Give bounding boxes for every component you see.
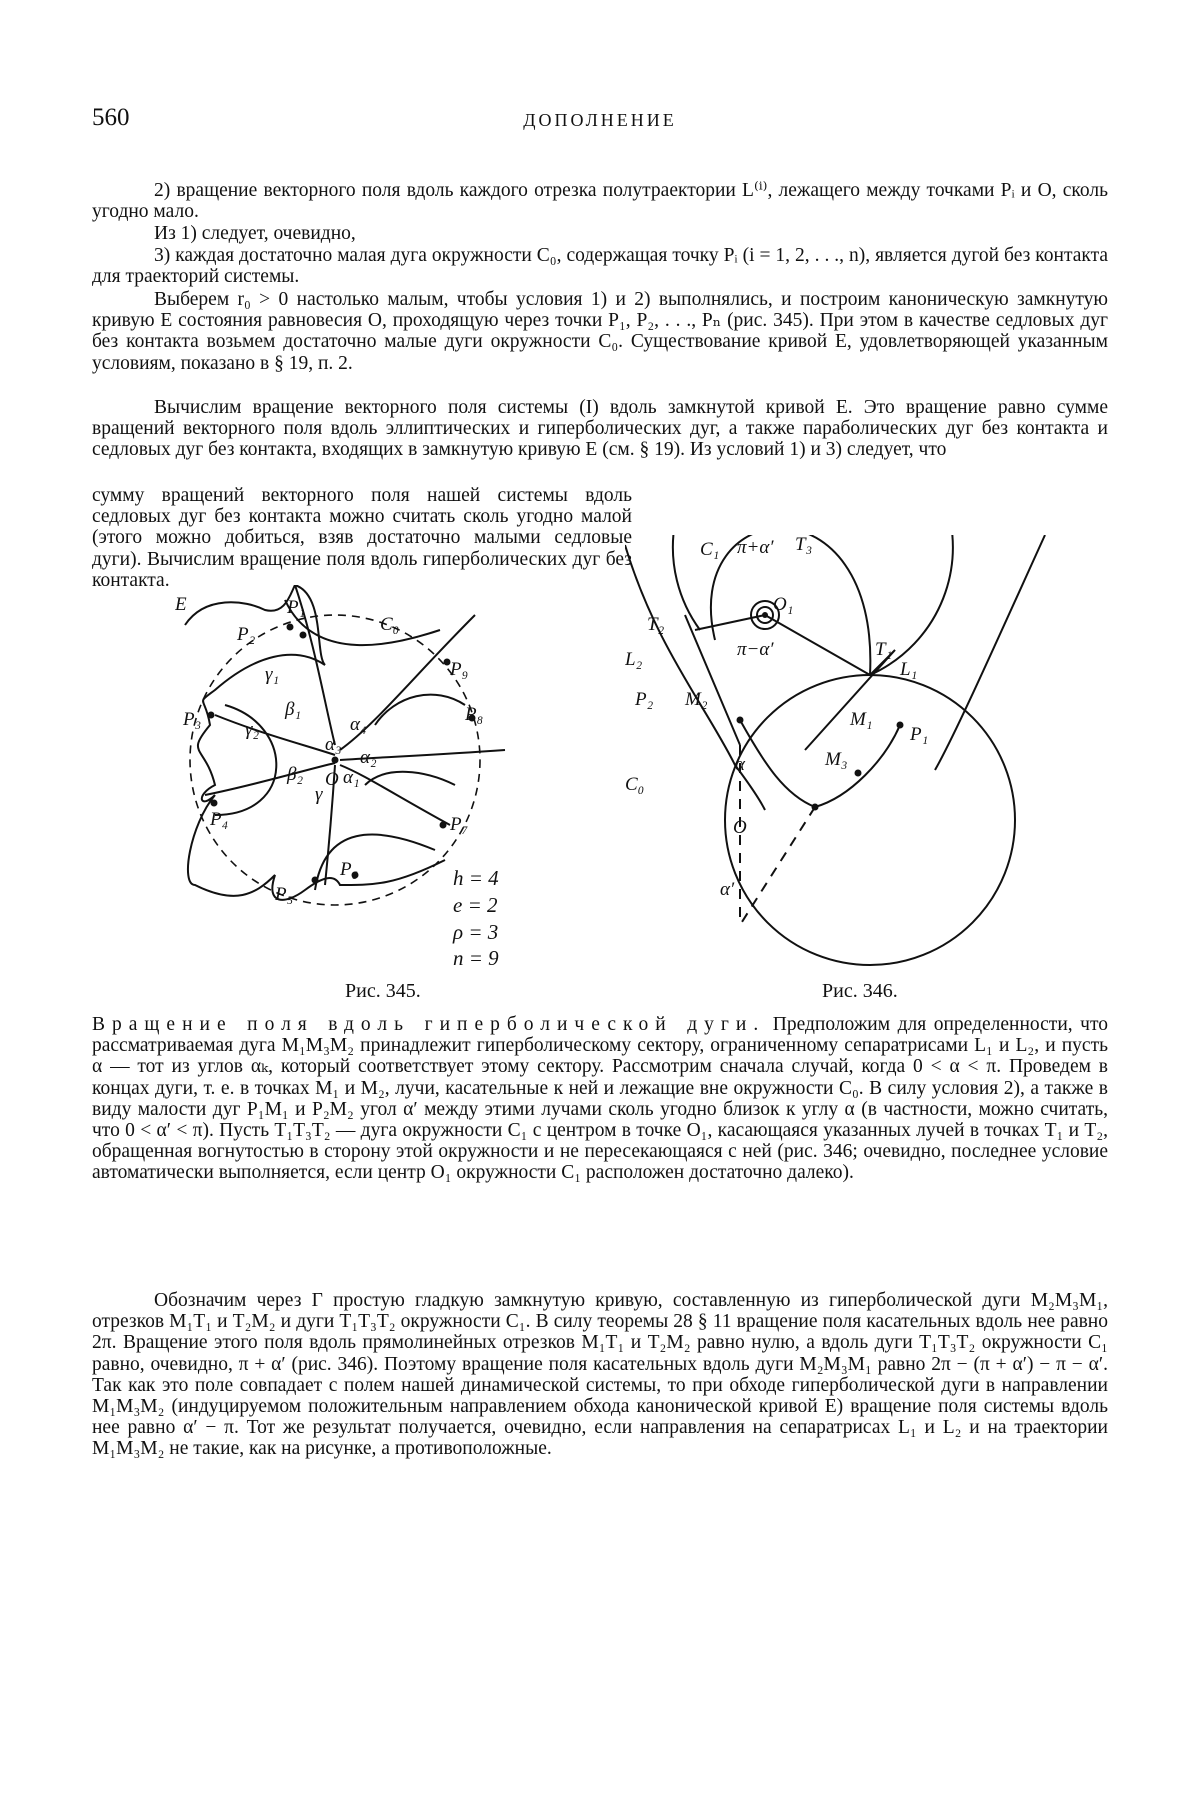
paragraph-6: сумму вращений векторного поля нашей системы вдоль седловых дуг без контакта можно считать сколь угодно малой (этого можно добиться, взяв достаточно малыми седловые дуги). Вычислим вращение поля вдоль гиперболических дуг без контакта. bbox=[92, 485, 632, 591]
label-p1: P₁ bbox=[287, 597, 306, 618]
paragraph-7-body: Предположим для определенности, что рассматриваемая дуга M₁M₃M₂ принадлежит гиперболическому сектору, ограниченному сепаратрисами L₁ и L₂, и пусть α — тот из углов αₖ, который соответствует этому сектору. Рассмотрим сначала случай, когда 0 < α < π. Проведем в концах дуги, т. е. в точках M₁ и M₂, лучи, касательные к ней и лежащие вне окружности C₀. В силу условия 2), а также в виду малости дуг P₁M₁ и P₂M₂ угол α′ между этими лучами сколь угодно близок к углу α (в частности, можно считать, что 0 < α′ < π). Пусть T₁T₃T₂ — дуга окружности C₁ с центром в точке O₁, касающаяся указанных лучей в точках T₁ и T₂, обращенная вогнутостью в сторону этой окружности и не пересекающаяся с ней (рис. 346; очевидно, последнее условие автоматически выполняется, если центр O₁ окружности C₁ расположен достаточно далеко). bbox=[92, 1014, 1108, 1184]
caption-fig-345: Рис. 345. bbox=[345, 980, 421, 1002]
label-gamma2: γ₂ bbox=[245, 719, 260, 740]
label-alpha1: α₁ bbox=[343, 767, 360, 788]
label-c1: C₁ bbox=[700, 539, 720, 560]
label-e: E bbox=[175, 594, 187, 615]
paragraph-7-lead: Вращение поля вдоль гиперболической дуги. bbox=[92, 1014, 766, 1035]
label-alpha: α bbox=[735, 754, 745, 775]
trajectory-4 bbox=[375, 695, 465, 725]
caption-fig-346: Рис. 346. bbox=[822, 980, 898, 1002]
label-l1: L₁ bbox=[900, 659, 918, 680]
label-o: O bbox=[733, 817, 747, 838]
param-n: n = 9 bbox=[453, 946, 499, 970]
label-alpha-prime: α′ bbox=[720, 879, 735, 900]
label-beta1: β₁ bbox=[285, 699, 302, 720]
label-t2: T₂ bbox=[647, 614, 665, 635]
label-p6: P₆ bbox=[340, 859, 359, 880]
label-p2: P₂ bbox=[635, 689, 654, 710]
label-t3: T₃ bbox=[795, 535, 813, 555]
label-m2: M₂ bbox=[685, 689, 708, 710]
label-c0: C₀ bbox=[380, 614, 400, 635]
label-p1: P₁ bbox=[910, 724, 929, 745]
label-o1: O₁ bbox=[773, 594, 794, 615]
paragraph-7 bbox=[92, 1014, 1108, 1184]
trajectory-3 bbox=[315, 835, 435, 890]
page-number: 560 bbox=[92, 104, 130, 131]
param-h: h = 4 bbox=[453, 866, 499, 890]
label-p5: P₅ bbox=[275, 884, 294, 905]
label-alpha3: α₃ bbox=[325, 734, 342, 755]
paragraph-2: Из 1) следует, очевидно, bbox=[154, 223, 356, 244]
paragraph-3: 3) каждая достаточно малая дуга окружности C₀, содержащая точку Pᵢ (i = 1, 2, . . ., n), является дугой без контакта для траекторий системы. bbox=[92, 245, 1108, 288]
label-p9: P₉ bbox=[450, 659, 469, 680]
paragraph-5: Вычислим вращение векторного поля системы (I) вдоль замкнутой кривой E. Это вращение равно сумме вращений векторного поля вдоль эллиптических и гиперболических дуг, а также параболических дуг без контакта и седловых дуг без контакта, входящих в замкнутую кривую E (см. § 19). Из условий 1) и 3) следует, что bbox=[92, 397, 1108, 461]
label-p3: P₃ bbox=[183, 709, 202, 730]
label-l2: L₂ bbox=[625, 649, 643, 670]
running-title: ДОПОЛНЕНИЕ bbox=[523, 110, 677, 130]
label-gamma: γ bbox=[315, 784, 323, 805]
page-header bbox=[92, 104, 1108, 144]
label-m1: M₁ bbox=[850, 709, 873, 730]
paragraph-4: Выберем r₀ > 0 настолько малым, чтобы условия 1) и 2) выполнялись, и построим каноническую замкнутую кривую E состояния равновесия O, проходящую через точки P₁, P₂, . . ., Pₙ (рис. 345). При этом в качестве седловых дуг без контакта возьмем достаточно малые дуги окружности C₀. Существование кривой E, удовлетворяющей указанным условиям, показано в § 19, п. 2. bbox=[92, 289, 1108, 374]
trajectory-5 bbox=[365, 772, 455, 785]
param-e: e = 2 bbox=[453, 893, 498, 917]
label-m3: M₃ bbox=[825, 749, 848, 770]
label-o: O bbox=[325, 769, 339, 790]
label-alpha4: α₄ bbox=[350, 714, 367, 735]
label-gamma1: γ₁ bbox=[265, 664, 280, 685]
trajectory-1 bbox=[285, 600, 440, 645]
dashed-v-right bbox=[740, 807, 815, 925]
figure-345 bbox=[175, 585, 605, 970]
paragraph-8: Обозначим через Γ простую гладкую замкнутую кривую, составленную из гиперболической дуги M₂M₃M₁, отрезков M₁T₁ и T₂M₂ и дуги T₁T₃T₂ окружности C₁. В силу теоремы 28 § 11 вращение поля касательных вдоль нее равно 2π. Вращение этого поля вдоль прямолинейных отрезков M₁T₁ и T₂M₂ равно нулю, а вдоль дуги T₁T₃T₂ окружности C₁ равно, очевидно, π + α′ (рис. 346). Поэтому вращение поля касательных вдоль дуги M₂M₃M₁ равно 2π − (π + α′) − π − α′. Так как это поле совпадает с полем нашей динамической системы, то при обходе гиперболической дуги в направлении M₁M₃M₂ (индуцируемом положительным направлением обхода канонической кривой E) вращение поля системы вдоль нее равно α′ − π. Тот же результат получается, очевидно, если направления на сепаратрисах L₁ и L₂ и на траектории M₁M₃M₂ не такие, как на рисунке, а противоположные. bbox=[92, 1290, 1108, 1460]
label-p4: P₄ bbox=[210, 809, 229, 830]
figure-346 bbox=[625, 535, 1105, 970]
label-pi-minus-alpha: π−α′ bbox=[737, 639, 774, 660]
label-alpha2: α₂ bbox=[360, 747, 377, 768]
label-c0: C₀ bbox=[625, 774, 645, 795]
separatrix-3 bbox=[215, 715, 335, 755]
label-p8: P₈ bbox=[465, 704, 484, 725]
param-rho: ρ = 3 bbox=[453, 920, 499, 944]
label-p2: P₂ bbox=[237, 624, 256, 645]
label-p7: P₇ bbox=[450, 814, 469, 835]
label-t1: T₁ bbox=[875, 639, 893, 660]
label-beta2: β₂ bbox=[287, 764, 304, 785]
line-t1-m1 bbox=[805, 650, 895, 750]
paragraph-1: 2) вращение векторного поля вдоль каждого отрезка полутраектории L⁽ⁱ⁾, лежащего между точками Pᵢ и O, сколь угодно мало. bbox=[92, 180, 1108, 223]
label-pi-plus-alpha: π+α′ bbox=[737, 537, 774, 558]
